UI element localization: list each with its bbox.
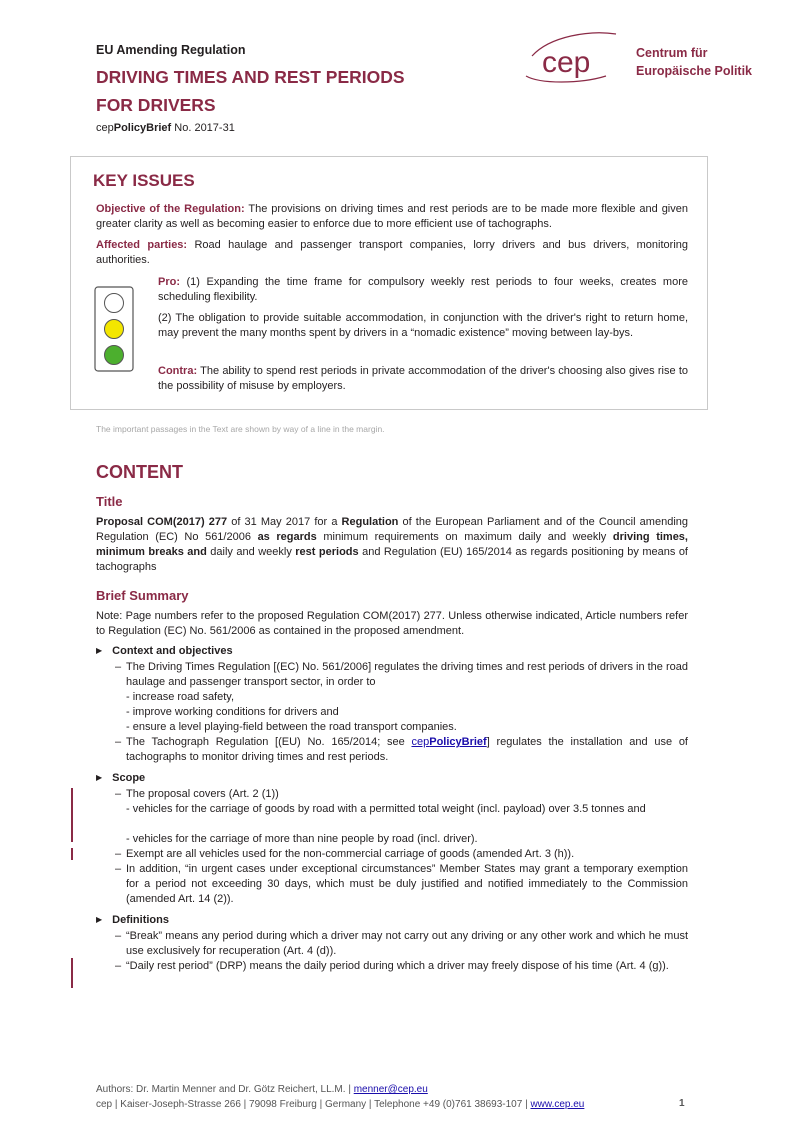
- contra-paragraph: [158, 364, 688, 394]
- objective-label: Objective of the Regulation:: [96, 203, 245, 215]
- sub-list-item-text: vehicles for the carriage of goods by road with a permitted total weight (incl. payload) over 3.5 tonnes and: [132, 803, 646, 815]
- proposal-t10: and Regulation (EU) 165/2014 as regards positioning by means of tachographs: [96, 546, 688, 573]
- brief-bold: PolicyBrief: [113, 122, 172, 134]
- document-title: [96, 63, 456, 119]
- sub-list-item-text: improve working conditions for drivers and: [132, 706, 339, 718]
- section-scope-heading: [96, 772, 145, 784]
- sub-bullet: -: [126, 833, 133, 845]
- brief-summary-subheading: Brief Summary: [96, 588, 189, 603]
- list-item-text-end: ] regulates the installation and use of tachographs to monitor driving times and rest periods.: [126, 736, 688, 763]
- sub-list-item: [126, 832, 688, 847]
- list-item: [115, 735, 688, 765]
- list-item-text: The Tachograph Regulation [(EU) No. 165/2014; see: [126, 736, 412, 748]
- key-issues-heading: KEY ISSUES: [93, 171, 195, 190]
- logo-name-line-2: Europäische Politik: [636, 64, 753, 78]
- sub-bullet: -: [126, 721, 133, 733]
- sub-list-item: [126, 690, 688, 705]
- list-item: [115, 787, 688, 802]
- page-number: 1: [679, 1098, 685, 1109]
- footer-authors: [96, 1084, 428, 1095]
- list-item-text: “Break” means any period during which a driver may not carry out any driving or any other work and which he must use exclusively for recuperation (Art. 4 (d)).: [126, 930, 688, 957]
- content-heading: CONTENT: [96, 462, 183, 482]
- dash-bullet: –: [115, 930, 122, 942]
- section-context-heading: [96, 645, 233, 657]
- link-part-a: cep: [411, 736, 430, 748]
- dash-bullet: –: [115, 736, 122, 748]
- affected-text: Road haulage and passenger transport companies, lorry drivers and bus drivers, monitoring authorities.: [96, 239, 689, 266]
- pro-paragraph-1: [158, 275, 688, 305]
- logo-organisation-name: [636, 44, 752, 80]
- footer-address-text: cep | Kaiser-Joseph-Strasse 266 | 79098 Freiburg | Germany | Telephone +49 (0)761 38693-107 |: [96, 1099, 531, 1110]
- website-link[interactable]: www.cep.eu: [530, 1099, 585, 1110]
- sub-bullet: -: [126, 691, 133, 703]
- proposal-t7: driving times, minimum breaks and: [96, 531, 688, 558]
- traffic-light-icon: [94, 286, 134, 372]
- dash-bullet: –: [115, 960, 122, 972]
- traffic-light-middle: [105, 320, 124, 339]
- list-item-text: The Driving Times Regulation [(EC) No. 561/2006] regulates the driving times and rest periods of drivers in the road haulage and passenger transport sector, in order to: [126, 661, 688, 688]
- proposal-t8: daily and weekly: [206, 546, 296, 558]
- sub-list-item: [126, 802, 696, 817]
- traffic-light-top: [105, 294, 124, 313]
- document-kicker: EU Amending Regulation: [96, 43, 246, 57]
- sub-list-item: [126, 720, 688, 735]
- list-item-text: The proposal covers (Art. 2 (1)): [126, 788, 279, 800]
- list-item: [115, 847, 688, 862]
- list-item: [115, 660, 688, 690]
- affected-label: Affected parties:: [96, 239, 188, 251]
- dash-bullet: –: [115, 863, 122, 875]
- proposal-t2: of 31 May 2017 for a: [227, 516, 342, 528]
- contra-label: Contra:: [158, 365, 198, 377]
- objective-text: The provisions on driving times and rest periods are to be made more flexible and given greater clarity as well as becoming easier to enforce due to more efficient use of tachographs.: [96, 203, 688, 230]
- section-scope-title: Scope: [112, 772, 146, 784]
- margin-line: [71, 788, 73, 842]
- sub-list-item-text: increase road safety,: [132, 691, 235, 703]
- footer-address: [96, 1099, 584, 1110]
- dash-bullet: –: [115, 661, 122, 673]
- contra-text: The ability to spend rest periods in private accommodation of the driver's choosing also gives rise to the possibility of misuse by employers.: [158, 365, 688, 392]
- list-item-text: Exempt are all vehicles used for the non-commercial carriage of goods (amended Art. 3 (h)).: [126, 848, 575, 860]
- proposal-t6: minimum requirements on maximum daily and weekly: [316, 531, 613, 543]
- policy-brief-number: [96, 122, 235, 134]
- sub-list-item: [126, 705, 688, 720]
- brief-prefix: cep: [96, 122, 114, 134]
- margin-line: [71, 958, 73, 988]
- sub-list-item-text: ensure a level playing-field between the road transport companies.: [132, 721, 457, 733]
- logo-wordmark: cep: [542, 46, 591, 79]
- title-subheading: Title: [96, 494, 123, 509]
- sub-bullet: -: [126, 706, 133, 718]
- list-item-text: In addition, “in urgent cases under exceptional circumstances” Member States may grant a temporary exemption for a period not exceeding 30 days, which must be duly justified and notified immediately to the Commission (amended Art. 14 (2)).: [126, 863, 688, 905]
- affected-parties-paragraph: [96, 238, 688, 268]
- pro-text-1: (1) Expanding the time frame for compulsory weekly rest periods to four weeks, creates more scheduling flexibility.: [158, 276, 688, 303]
- author-email-link[interactable]: menner@cep.eu: [353, 1084, 428, 1095]
- list-item: [115, 862, 688, 907]
- list-item: [115, 959, 688, 974]
- triangle-bullet-icon: ▶: [96, 773, 103, 782]
- footer-authors-text: Authors: Dr. Martin Menner and Dr. Götz Reichert, LL.M. |: [96, 1084, 354, 1095]
- logo-name-line-1: Centrum für: [636, 46, 708, 60]
- margin-line: [71, 848, 73, 860]
- triangle-bullet-icon: ▶: [96, 915, 103, 924]
- title-line-2: FOR DRIVERS: [96, 95, 216, 115]
- proposal-t9: rest periods: [295, 546, 359, 558]
- proposal-t4: of the European Parliament and of the Council amending Regulation (EC) No 561/2006: [96, 516, 688, 543]
- brief-number: No. 2017-31: [171, 122, 235, 134]
- pro-label: Pro:: [158, 276, 180, 288]
- section-definitions-heading: [96, 914, 169, 926]
- dash-bullet: –: [115, 848, 122, 860]
- triangle-bullet-icon: ▶: [96, 646, 103, 655]
- summary-note: Note: Page numbers refer to the proposed Regulation COM(2017) 277. Unless otherwise indicated, Article numbers refer to Regulation (EC) No. 561/2006 as contained in the proposed amendment.: [96, 610, 688, 637]
- dash-bullet: –: [115, 788, 122, 800]
- section-definitions-title: Definitions: [112, 914, 169, 926]
- sub-bullet: -: [126, 803, 133, 815]
- proposal-t1: Proposal COM(2017) 277: [96, 516, 228, 528]
- traffic-light-bottom: [105, 346, 124, 365]
- link-part-b: PolicyBrief: [429, 736, 487, 748]
- policy-brief-link[interactable]: [411, 736, 486, 748]
- list-item-text: “Daily rest period” (DRP) means the daily period during which a driver may freely dispose of his time (Art. 4 (g)).: [126, 960, 669, 972]
- sub-list-item-text: vehicles for the carriage of more than nine people by road (incl. driver).: [132, 833, 478, 845]
- proposal-title-paragraph: [96, 515, 688, 575]
- title-line-1: DRIVING TIMES AND REST PERIODS: [96, 67, 405, 87]
- proposal-t5: as regards: [257, 531, 317, 543]
- section-context-title: Context and objectives: [112, 645, 233, 657]
- proposal-t3: Regulation: [341, 516, 399, 528]
- list-item: [115, 929, 688, 959]
- margin-line-note: The important passages in the Text are shown by way of a line in the margin.: [96, 424, 385, 434]
- pro-paragraph-2: (2) The obligation to provide suitable accommodation, in conjunction with the driver's right to return home, may prevent the many months spent by drivers in a “nomadic existence” moving between lay-bys.: [158, 312, 688, 339]
- objective-paragraph: [96, 202, 688, 232]
